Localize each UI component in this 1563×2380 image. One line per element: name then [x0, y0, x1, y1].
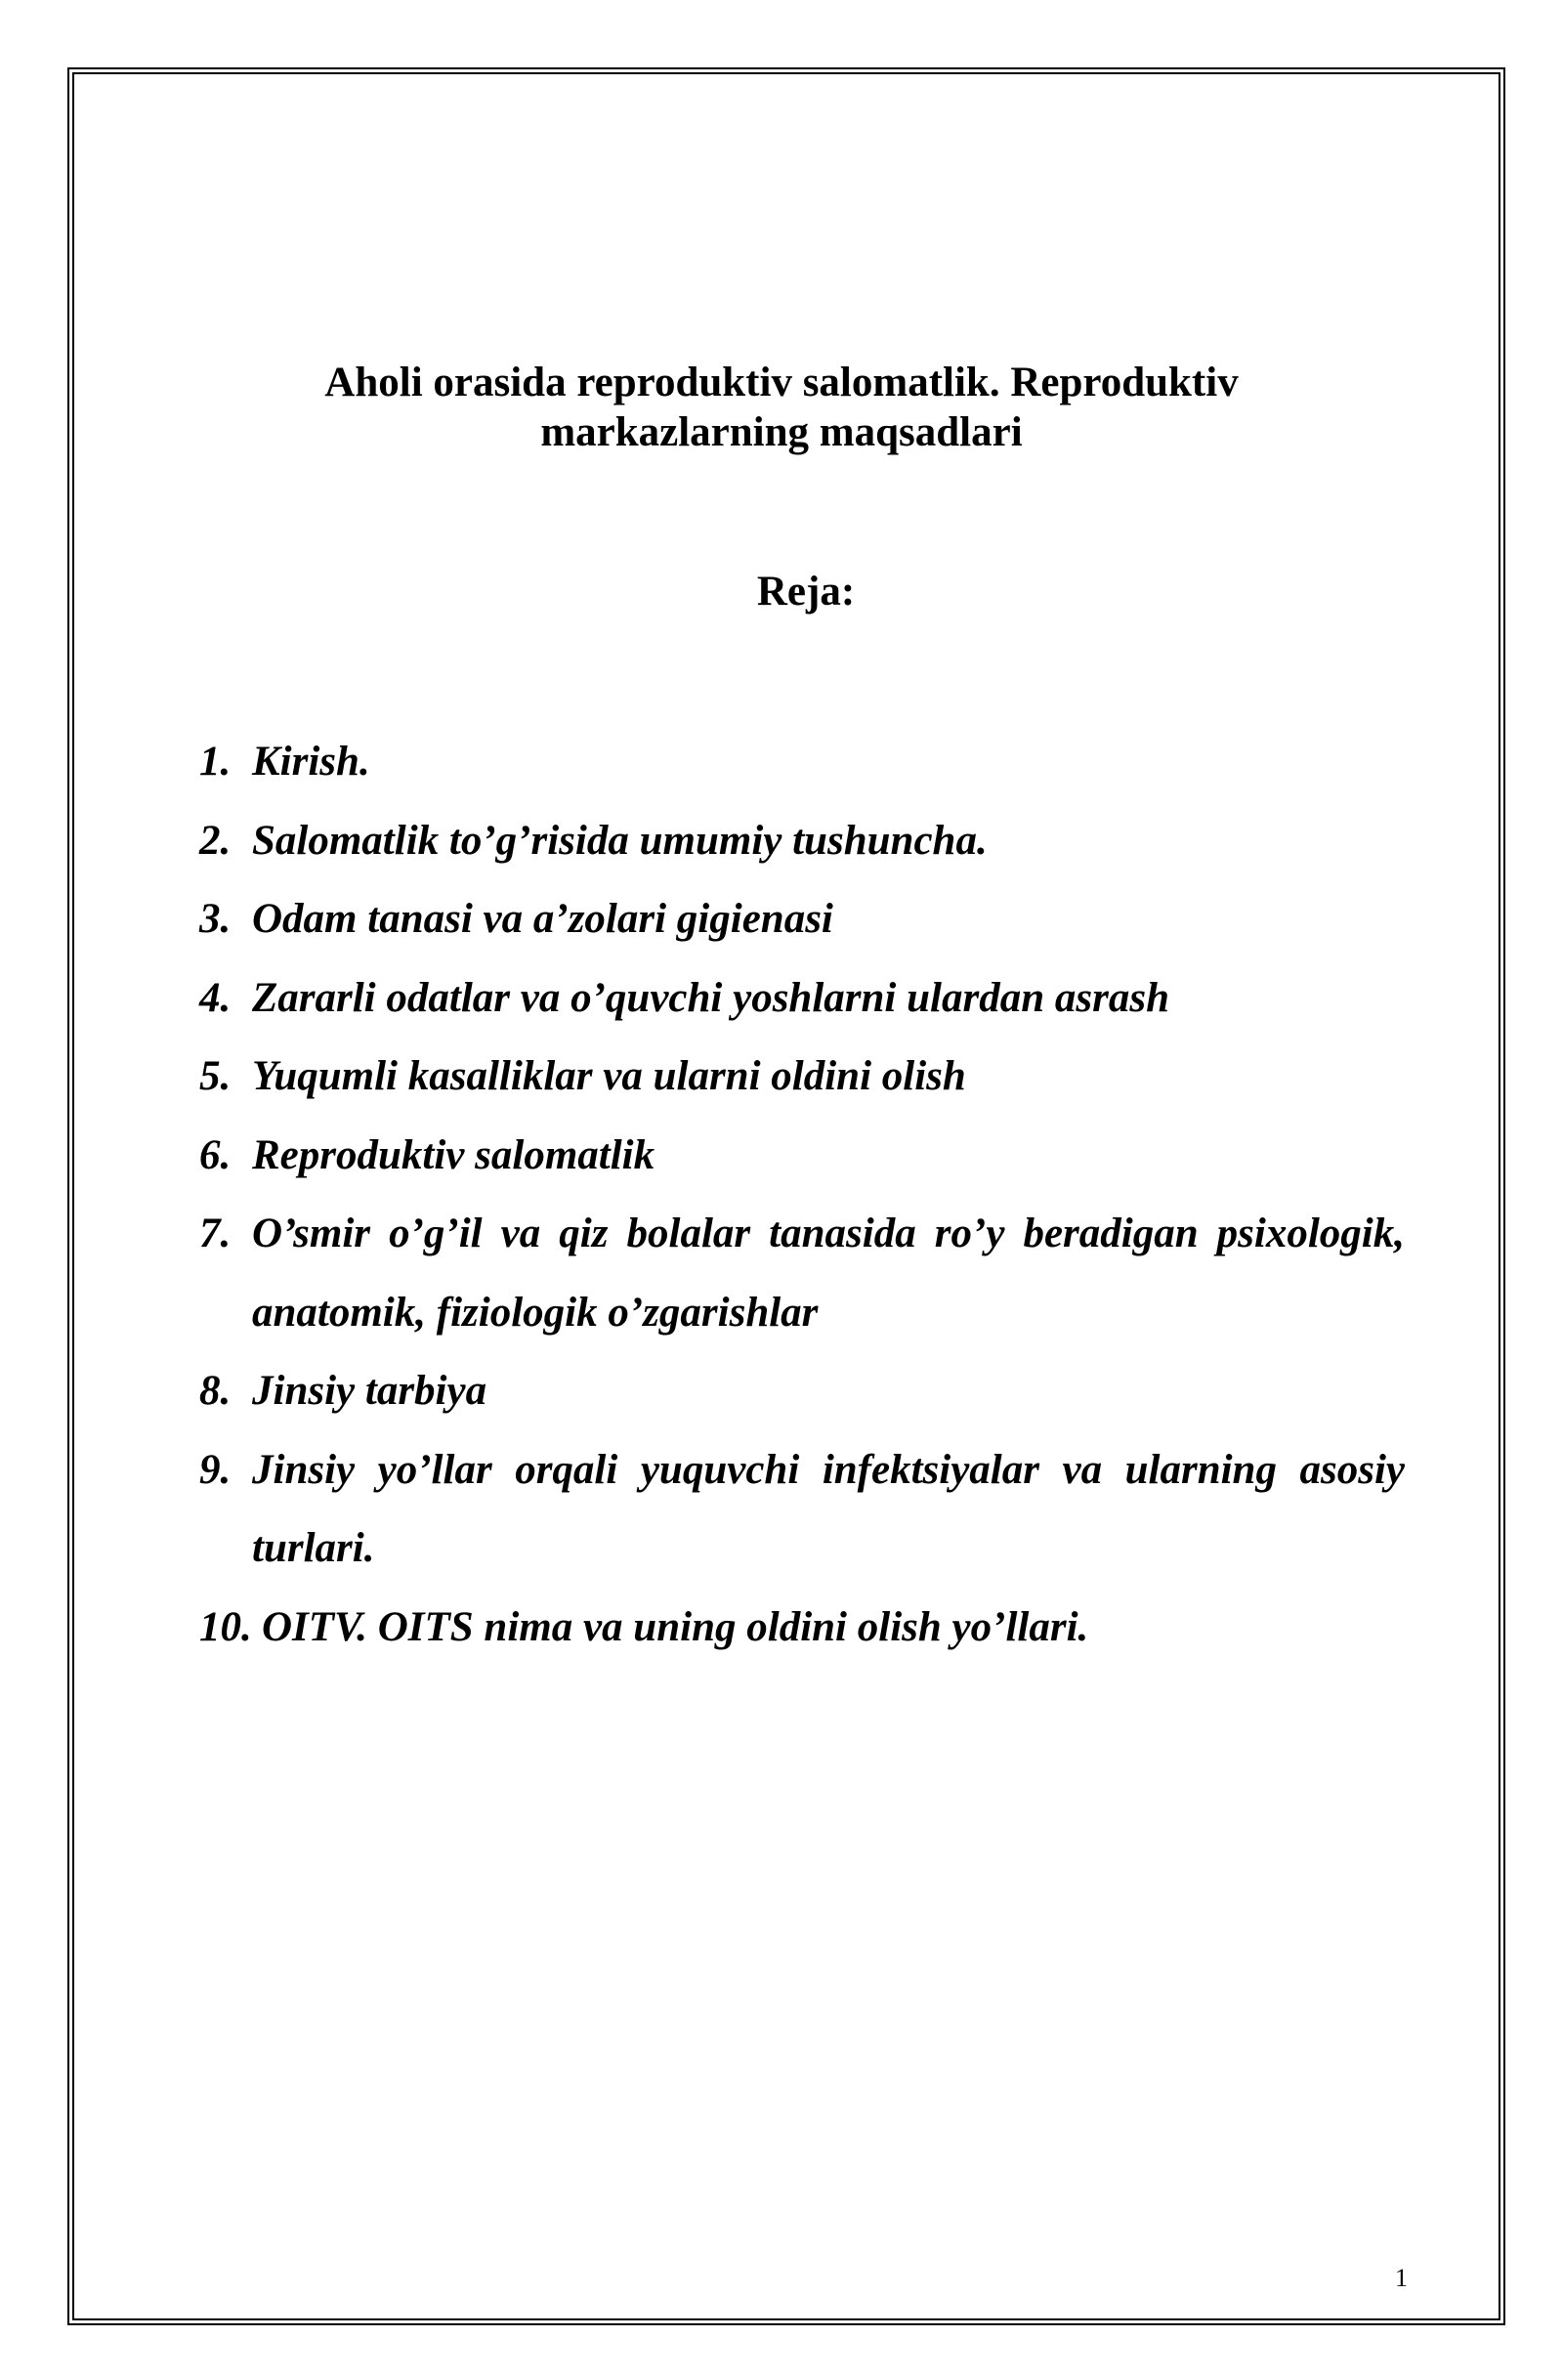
plan-item-number: 1.	[199, 739, 232, 785]
plan-item-text: Reproduktiv salomatlik	[252, 1131, 655, 1178]
plan-item-text: Yuqumli kasalliklar va ularni oldini olish	[252, 1053, 966, 1099]
plan-item-10	[199, 1589, 1405, 1668]
document-title-line-2: markazlarning maqsadlari	[540, 409, 1023, 455]
plan-item-text: Zararli odatlar va o’quvchi yoshlarni ulardan asrash	[252, 974, 1170, 1021]
plan-item-6	[199, 1117, 1405, 1196]
plan-item-8	[199, 1352, 1405, 1431]
plan-item-text: Salomatlik to’g’risida umumiy tushuncha.	[252, 817, 988, 864]
plan-item-number: 10.	[199, 1603, 252, 1650]
plan-item-number: 3.	[199, 896, 232, 942]
plan-item-text: OITV. OITS nima va uning oldini olish yo’llari.	[262, 1603, 1089, 1650]
plan-item-text: O’smir o’g’il va qiz bolalar tanasida ro’y beradigan psixologik, anatomik, fiziologik o’zgarishlar	[252, 1211, 1405, 1336]
plan-item-number: 5.	[199, 1053, 232, 1099]
plan-item-text: Jinsiy yo’llar orqali yuquvchi infektsiyalar va ularning asosiy turlari.	[252, 1446, 1405, 1571]
plan-item-number: 7.	[199, 1211, 232, 1256]
plan-item-4	[199, 959, 1405, 1039]
document-title-line-1: Aholi orasida reproduktiv salomatlik. Reproduktiv	[324, 360, 1239, 405]
plan-item-number: 2.	[199, 817, 232, 864]
plan-item-7	[199, 1195, 1405, 1352]
plan-item-number: 9.	[199, 1446, 232, 1493]
plan-item-text: Jinsiy tarbiya	[252, 1368, 487, 1414]
page-number: 1	[1395, 2264, 1408, 2292]
plan-item-3	[199, 880, 1405, 959]
plan-item-text: Odam tanasi va a’zolari gigienasi	[252, 896, 833, 942]
plan-list	[199, 723, 1405, 1667]
plan-item-number: 6.	[199, 1131, 232, 1178]
plan-item-9	[199, 1431, 1405, 1589]
document-title	[195, 358, 1368, 457]
plan-item-number: 8.	[199, 1368, 232, 1414]
plan-heading: Reja:	[756, 569, 856, 615]
plan-item-text: Kirish.	[252, 739, 370, 785]
plan-item-number: 4.	[199, 974, 232, 1021]
plan-item-5	[199, 1038, 1405, 1117]
plan-item-2	[199, 802, 1405, 881]
plan-item-1	[199, 723, 1405, 802]
